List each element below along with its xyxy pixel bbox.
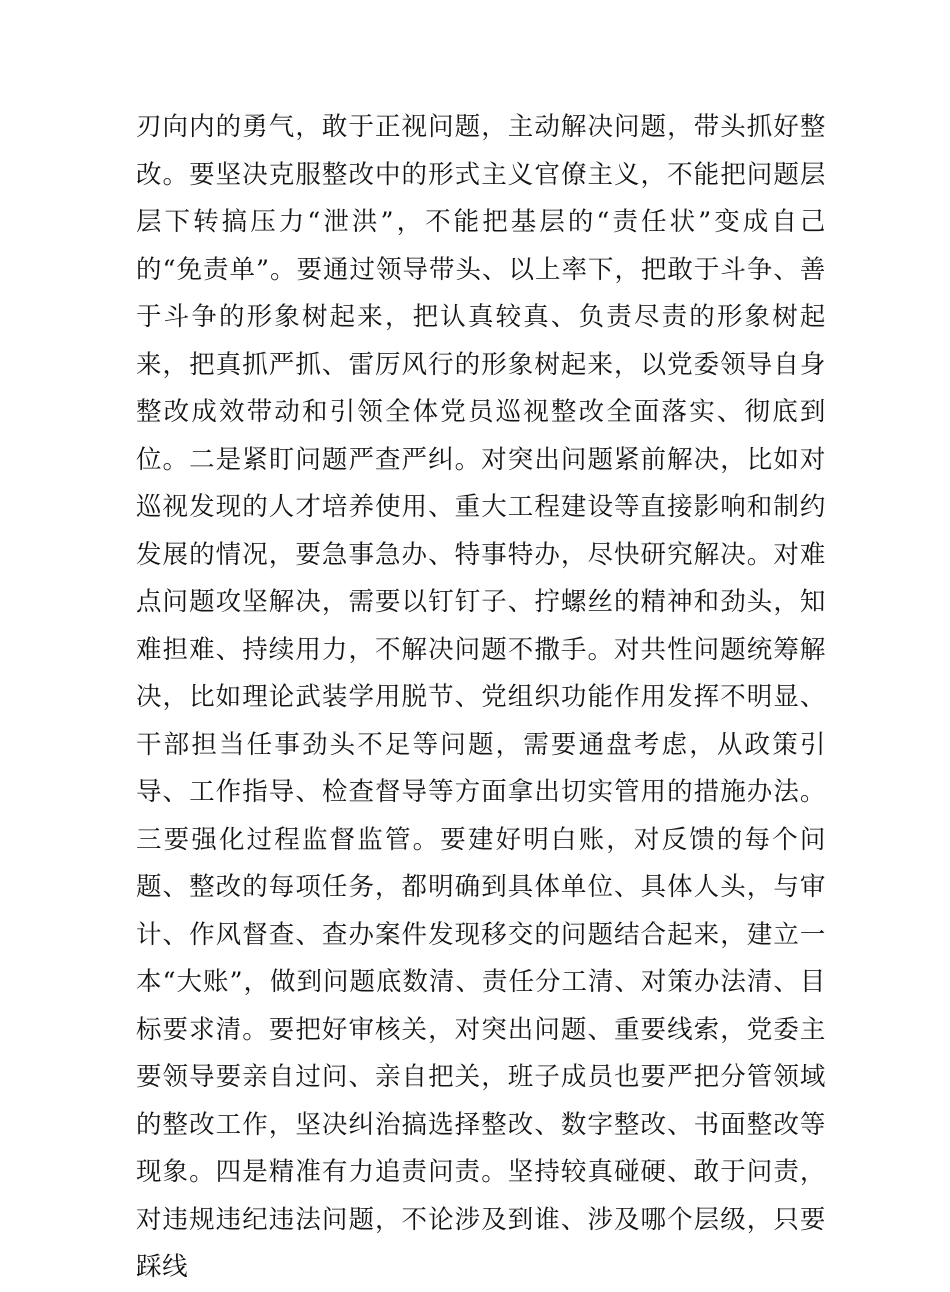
document-text-block — [136, 104, 826, 1292]
body-paragraph: 刃向内的勇气，敢于正视问题，主动解决问题，带头抓好整改。要坚决克服整改中的形式主义官僚主义，不能把问题层层下转搞压力“泄洪”，不能把基层的“责任状”变成自己的“免责单”。要通过领导带头、以上率下，把敢于斗争、善于斗争的形象树起来，把认真较真、负责尽责的形象树起来，把真抓严抓、雷厉风行的形象树起来，以党委领导自身整改成效带动和引领全体党员巡视整改全面落实、彻底到位。二是紧盯问题严查严纠。对突出问题紧前解决，比如对巡视发现的人才培养使用、重大工程建设等直接影响和制约发展的情况，要急事急办、特事特办，尽快研究解决。对难点问题攻坚解决，需要以钉钉子、拧螺丝的精神和劲头，知难担难、持续用力，不解决问题不撒手。对共性问题统筹解决，比如理论武装学用脱节、党组织功能作用发挥不明显、干部担当任事劲头不足等问题，需要通盘考虑，从政策引导、工作指导、检查督导等方面拿出切实管用的措施办法。三要强化过程监督监管。要建好明白账，对反馈的每个问题、整改的每项任务，都明确到具体单位、具体人头，与审计、作风督查、查办案件发现移交的问题结合起来，建立一本“大账”，做到问题底数清、责任分工清、对策办法清、目标要求清。要把好审核关，对突出问题、重要线索，党委主要领导要亲自过问、亲自把关，班子成员也要严把分管领域的整改工作，坚决纠治搞选择整改、数字整改、书面整改等现象。四是精准有力追责问责。坚持较真碰硬、敢于问责，对违规违纪违法问题，不论涉及到谁、涉及哪个层级，只要踩线 — [136, 112, 826, 1282]
